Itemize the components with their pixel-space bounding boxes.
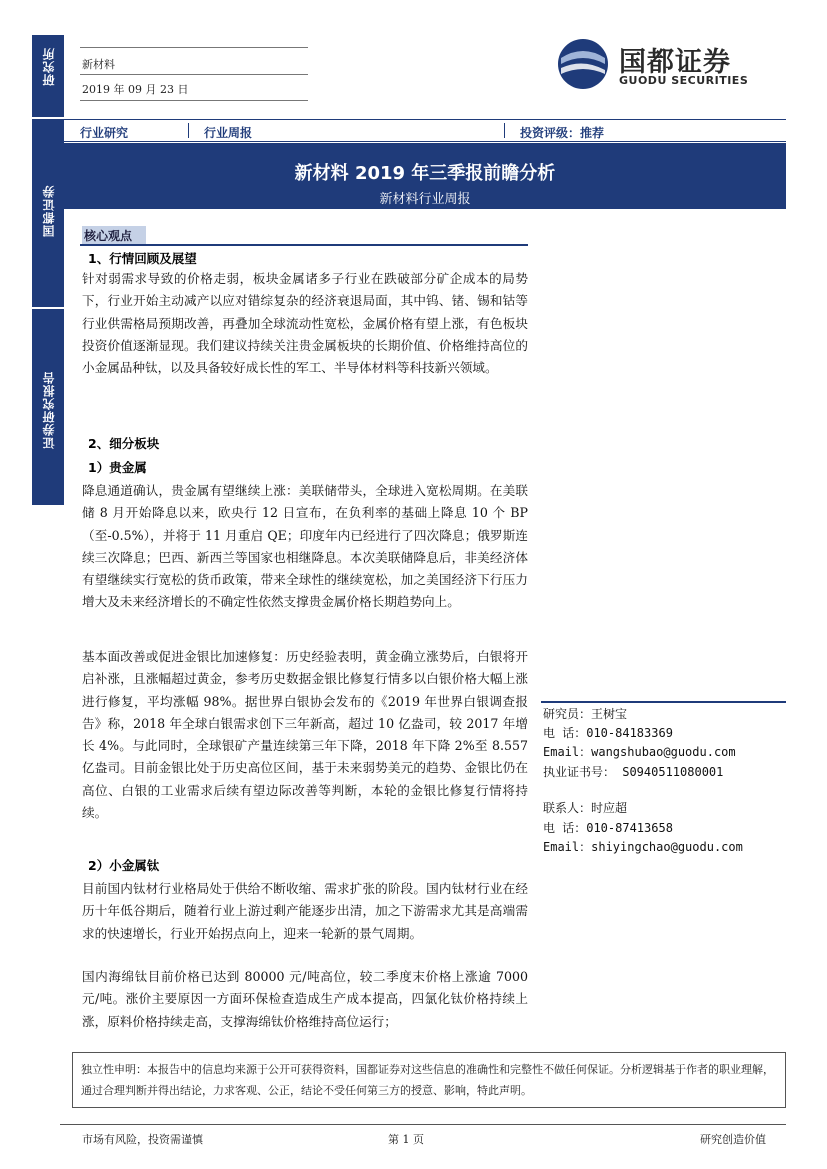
paragraph-market-review: 针对弱需求导致的价格走弱，板块金属诸多子行业在跌破部分矿企成本的局势下，行业开始主动减产以应对错综复杂的经济衰退局面，其中钨、锗、锡和钴等行业供需格局预期改善，再叠加全球流动性宽松，金属价格有望上涨，有色板块投资价值逐渐显现。我们建议持续关注贵金属板块的长期价值、价格维持高位的小金属品种钛，以及具备较好成长性的军工、半导体材料等科技新兴领域。 (82, 271, 528, 376)
title-banner (64, 143, 786, 209)
tag-industry-research: 行业研究 (80, 126, 129, 140)
tag-divider (188, 123, 189, 138)
header-date: 2019 年 09 月 23 日 (82, 83, 189, 96)
contact-email[interactable]: Email：shiyingchao@guodu.com (543, 840, 743, 854)
header-rule-bottom (80, 100, 308, 101)
section-heading-titanium: 2）小金属钛 (88, 858, 160, 873)
core-viewpoint-rule (80, 244, 528, 246)
sidebar-block-company (32, 119, 64, 307)
tag-divider (504, 123, 505, 138)
company-logo (553, 36, 763, 92)
report-subtitle: 新材料行业周报 (379, 192, 471, 207)
header-rule-top (80, 47, 308, 48)
tag-industry-weekly: 行业周报 (204, 126, 253, 140)
independence-disclaimer: 独立性申明：本报告中的信息均来源于公开可获得资料，国都证券对这些信息的准确性和完整性不做任何保证。分析逻辑基于作者的职业理解，通过合理判断并得出结论，力求客观、公正，结论不受任何第三方的授意、影响，特此声明。 (72, 1052, 786, 1108)
core-viewpoint-label: 核心观点 (82, 226, 146, 244)
sidebar-block-report-type (32, 309, 64, 505)
section-heading-subsectors: 2、细分板块 (88, 436, 160, 451)
paragraph-precious-metals-1: 降息通道确认，贵金属有望继续上涨：美联储带头，全球进入宽松周期。在美联储 8 月开始降息以来，欧央行 12 日宣布，在负利率的基础上降息 10 个 BP（至-0.5%），并将于 11 月重启 QE；印度年内已经进行了四次降息；俄罗斯连续三次降息；巴西、新西兰等国家也相继降息。本次美联储降息后，非美经济体有望继续实行宽松的货币政策，带来全球性的继续宽松，加之美国经济下行压力增大及未来经济增长的不确定性依然支撑贵金属价格长期趋势向上。 (82, 483, 528, 610)
sidebar-label-institute: 研究所 (42, 47, 56, 86)
section-heading-precious-metals: 1）贵金属 (88, 460, 147, 475)
sidebar-block-institute (32, 35, 64, 117)
report-tag-bar (64, 119, 786, 142)
footer-rule (60, 1124, 786, 1125)
header-rule-middle (80, 74, 308, 75)
contact-rule (541, 701, 786, 703)
report-title: 新材料 2019 年三季报前瞻分析 (294, 163, 556, 184)
analyst-license: 执业证书号： S0940511080001 (543, 765, 724, 779)
logo-text-cn: 国都证券 (619, 47, 731, 78)
paragraph-titanium-2: 国内海绵钛目前价格已达到 80000 元/吨高位，较二季度末价格上涨逾 7000 元/吨。涨价主要原因一方面环保检查造成生产成本提高，四氯化钛价格持续上涨，原料价格持续走高，支撑海绵钛价格维持高位运行； (82, 969, 528, 1029)
header-sector: 新材料 (82, 58, 115, 71)
sidebar-label-report-type: 证券研究报告 (42, 371, 56, 449)
section-heading-market-review: 1、行情回顾及展望 (88, 251, 197, 266)
analyst-phone: 电 话：010-84183369 (543, 726, 673, 740)
contact-phone: 电 话：010-87413658 (543, 821, 673, 835)
paragraph-titanium-1: 目前国内钛材行业格局处于供给不断收缩、需求扩张的阶段。国内钛材行业在经历十年低谷期后，随着行业上游过剩产能逐步出清，加之下游需求尤其是高端需求的快速增长，行业开始拐点向上，迎来一轮新的景气周期。 (82, 881, 528, 941)
footer-risk-notice: 市场有风险，投资需谨慎 (82, 1133, 203, 1146)
contact-name: 联系人：时应超 (543, 801, 628, 815)
logo-text-en: GUODU SECURITIES (619, 74, 749, 87)
analyst-email[interactable]: Email：wangshubao@guodu.com (543, 745, 736, 759)
sidebar-label-company: 国都证券 (42, 185, 56, 237)
tag-investment-rating: 投资评级：推荐 (520, 126, 605, 140)
paragraph-precious-metals-2: 基本面改善或促进金银比加速修复：历史经验表明，黄金确立涨势后，白银将开启补涨，且涨幅超过黄金，参考历史数据金银比修复行情多以白银价格大幅上涨进行修复，平均涨幅 98%。据世界白银协会发布的《2019 年世界白银调查报告》称，2018 年全球白银需求创下三年新高，超过 10 亿盎司，较 2017 年增长 4%。与此同时，全球银矿产量连续第三年下降，2018 年下降 2%至 8.557 亿盎司。目前金银比处于历史高位区间，基于未来弱势美元的趋势、金银比仍在高位、白银的工业需求后续有望边际改善等判断，本轮的金银比修复行情将持续。 (82, 649, 528, 821)
logo-mark-icon (553, 36, 613, 92)
footer-page-number: 第 1 页 (388, 1133, 424, 1146)
footer-slogan: 研究创造价值 (700, 1133, 766, 1146)
analyst-name: 研究员：王树宝 (543, 707, 628, 721)
